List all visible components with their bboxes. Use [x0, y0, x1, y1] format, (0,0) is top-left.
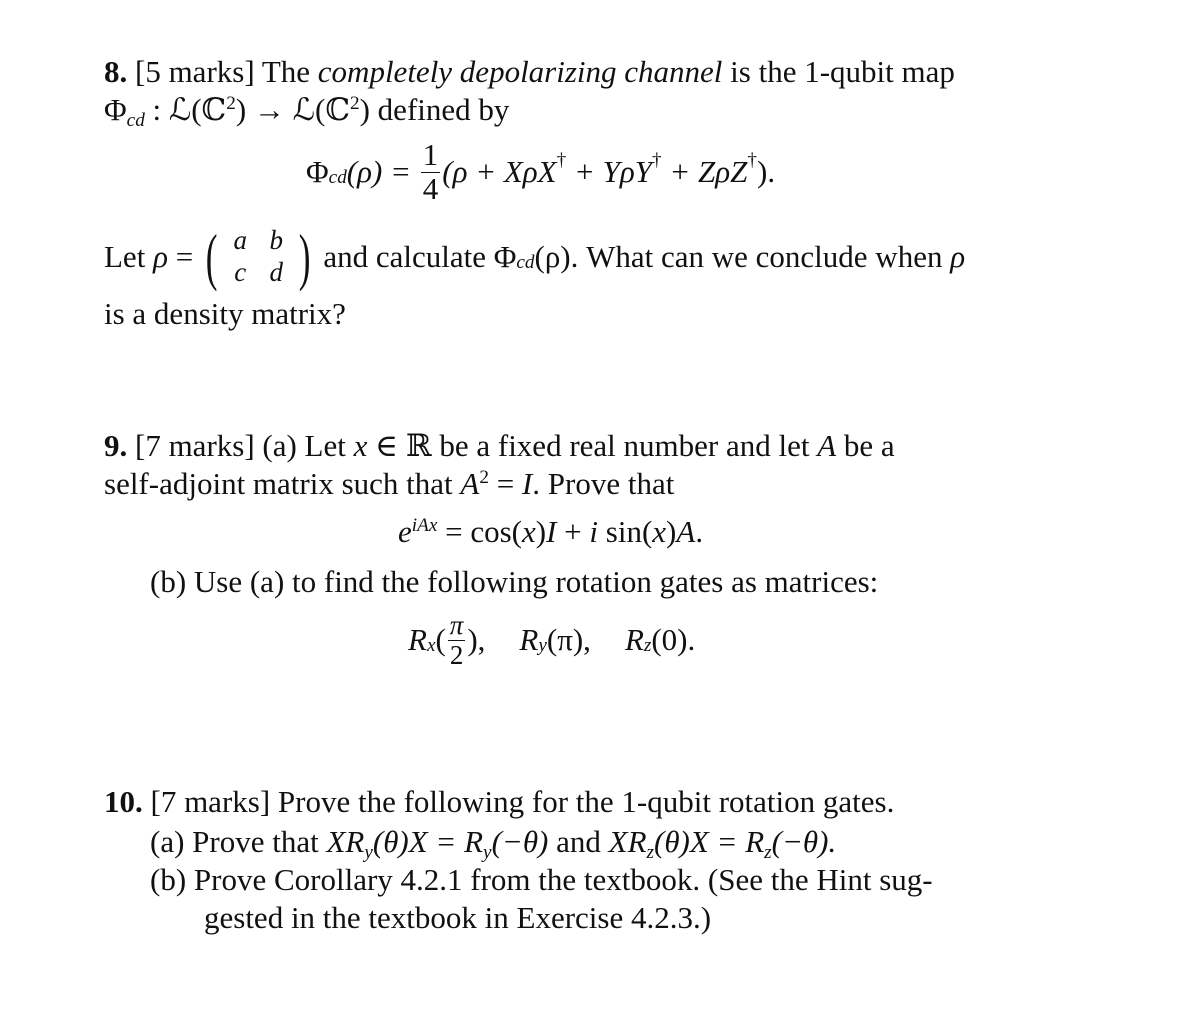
q9-l1-c: be a: [836, 428, 895, 463]
q9-l1-a: [7 marks] (a) Let: [135, 428, 354, 463]
q8-equation: [306, 134, 775, 210]
q10-a-and: and: [548, 824, 609, 859]
gate-rx-close: ),: [467, 622, 486, 657]
gate-ry-R: R: [519, 622, 539, 657]
q9-eq-c: +: [556, 514, 590, 549]
q8-rho-2: ρ: [950, 239, 966, 274]
q10-part-a: [150, 824, 837, 864]
q8-let: Let: [104, 239, 154, 274]
q8-line2: [104, 92, 510, 132]
q9-eq-x1: x: [522, 514, 536, 549]
q10-intro: [7 marks] Prove the following for the 1-qubit rotation gates.: [150, 784, 895, 819]
q10-a-s2: y: [483, 842, 492, 864]
gate-ry-sub: y: [538, 635, 547, 657]
q10-a-s5: z: [764, 842, 772, 864]
q10-line1: [104, 786, 894, 817]
q8-map-b: ) → ℒ(ℂ: [235, 92, 350, 127]
q10-a-m6: (−θ).: [771, 824, 837, 859]
q9-eq-I: I: [546, 514, 557, 549]
gate-rz-R: R: [624, 622, 644, 657]
matrix-entry-c: c: [234, 257, 247, 287]
q8-map-c: ) defined by: [359, 92, 510, 127]
q9-l2-b: =: [488, 466, 522, 501]
q8-matrix: [222, 225, 294, 289]
q9-sup: 2: [479, 467, 489, 489]
q8-sup1: 2: [226, 93, 236, 115]
q9-I: I: [521, 466, 533, 501]
q8-eq-lhs: (ρ) =: [346, 154, 419, 189]
q10-a-m4: XR: [608, 824, 647, 859]
q8-calc-b: (ρ). What can we conclude when: [534, 239, 951, 274]
q9-l2-c: . Prove that: [532, 466, 675, 501]
q8-line1-post: is the 1-qubit map: [722, 54, 955, 89]
q8-dagger-1: †: [556, 150, 567, 172]
gate-ry-arg: (π),: [546, 622, 591, 657]
q8-calc-sub: cd: [516, 252, 535, 274]
q8-dagger-2: †: [652, 150, 662, 172]
q8-eq-rhs-a: (ρ + XρX: [442, 154, 557, 189]
q8-dagger-3: †: [747, 150, 758, 172]
q8-frac-den: 4: [422, 170, 439, 206]
q9-part-b-text: (b) Use (a) to find the following rotation gates as matrices:: [150, 564, 879, 599]
q10-a-m2: (θ)X = R: [372, 824, 484, 859]
q8-number: 8.: [104, 54, 128, 89]
q10-a-s4: z: [646, 842, 654, 864]
q8-last-line: [104, 298, 346, 329]
q8-let-line: [104, 222, 965, 292]
q8-line1-pre: [5 marks] The: [135, 54, 318, 89]
q9-A: A: [817, 428, 837, 463]
q9-l2-a: self-adjoint matrix such that: [104, 466, 461, 501]
gate-rx-open: (: [435, 622, 446, 657]
q9-eq-e2: ): [666, 514, 677, 549]
q9-number: 9.: [104, 428, 128, 463]
q9-gates: [408, 604, 695, 676]
q8-frac-num: 1: [422, 136, 439, 172]
q10-part-b-line2: [204, 902, 711, 933]
q8-eq-rhs-end: ).: [757, 154, 776, 189]
q9-A2: A: [460, 466, 480, 501]
q9-eq-i: i: [589, 514, 599, 549]
q9-line2: [104, 468, 674, 499]
gate-rx-den: 2: [449, 639, 464, 670]
q10-part-b-line1: [150, 864, 933, 895]
q8-eq-phi-sub: cd: [328, 167, 347, 189]
q10-a-m5: (θ)X = R: [654, 824, 765, 859]
q8-eq-rhs-b: + YρY: [566, 154, 653, 189]
q10-a-m1: XR: [326, 824, 365, 859]
right-paren: ): [299, 221, 311, 292]
q10-a-m3: (−θ): [491, 824, 549, 859]
q8-phi-sub: cd: [126, 110, 145, 132]
gate-rz-sub: z: [643, 635, 652, 657]
q8-phi: Φ: [104, 92, 127, 127]
q8-eq-rhs-c: + ZρZ: [661, 154, 748, 189]
gate-rx-sub: x: [426, 635, 436, 657]
q9-equation: [398, 516, 703, 547]
matrix-entry-a: a: [233, 225, 247, 256]
gate-rx-num: π: [449, 610, 464, 641]
q9-eq-x2: x: [652, 514, 667, 549]
q9-l1-b: ∈ ℝ be a fixed real number and let: [367, 428, 818, 463]
q8-eq-fraction: [421, 136, 441, 206]
q9-eq-A: A: [676, 514, 696, 549]
q9-eq-b: ): [535, 514, 547, 549]
q8-equals: =: [167, 239, 201, 274]
q10-a-label: (a) Prove that: [150, 824, 327, 859]
gate-rx-R: R: [408, 622, 427, 657]
left-paren: (: [205, 221, 218, 292]
q8-sup2: 2: [350, 93, 360, 115]
matrix-entry-b: b: [269, 225, 283, 256]
q10-a-s1: y: [364, 842, 373, 864]
matrix-entry-d: d: [269, 257, 283, 287]
q8-line1: [104, 56, 955, 87]
q10-b-text2: gested in the textbook in Exercise 4.2.3.): [204, 900, 712, 935]
q8-rho: ρ: [153, 239, 168, 274]
q8-calc-a: and calculate Φ: [315, 239, 517, 274]
q9-part-b: [150, 566, 878, 597]
q9-eq-e: e: [398, 514, 412, 549]
q8-density-question: is a density matrix?: [104, 296, 346, 331]
q10-b-text1: (b) Prove Corollary 4.2.1 from the textbook. (See the Hint sug-: [150, 862, 933, 897]
q8-eq-phi: Φ: [306, 154, 329, 189]
gate-rz-arg: (0).: [651, 622, 696, 657]
q9-x: x: [353, 428, 368, 463]
q9-eq-exp: iAx: [411, 515, 438, 537]
q8-map-a: : ℒ(ℂ: [144, 92, 227, 127]
q9-eq-end: .: [695, 514, 704, 549]
q8-term: completely depolarizing channel: [317, 54, 723, 89]
q10-number: 10.: [104, 784, 143, 819]
q9-eq-a: = cos(: [437, 514, 522, 549]
q9-line1: [104, 430, 895, 461]
gate-rx-fraction: [448, 611, 466, 669]
q9-eq-d: sin(: [598, 514, 653, 549]
